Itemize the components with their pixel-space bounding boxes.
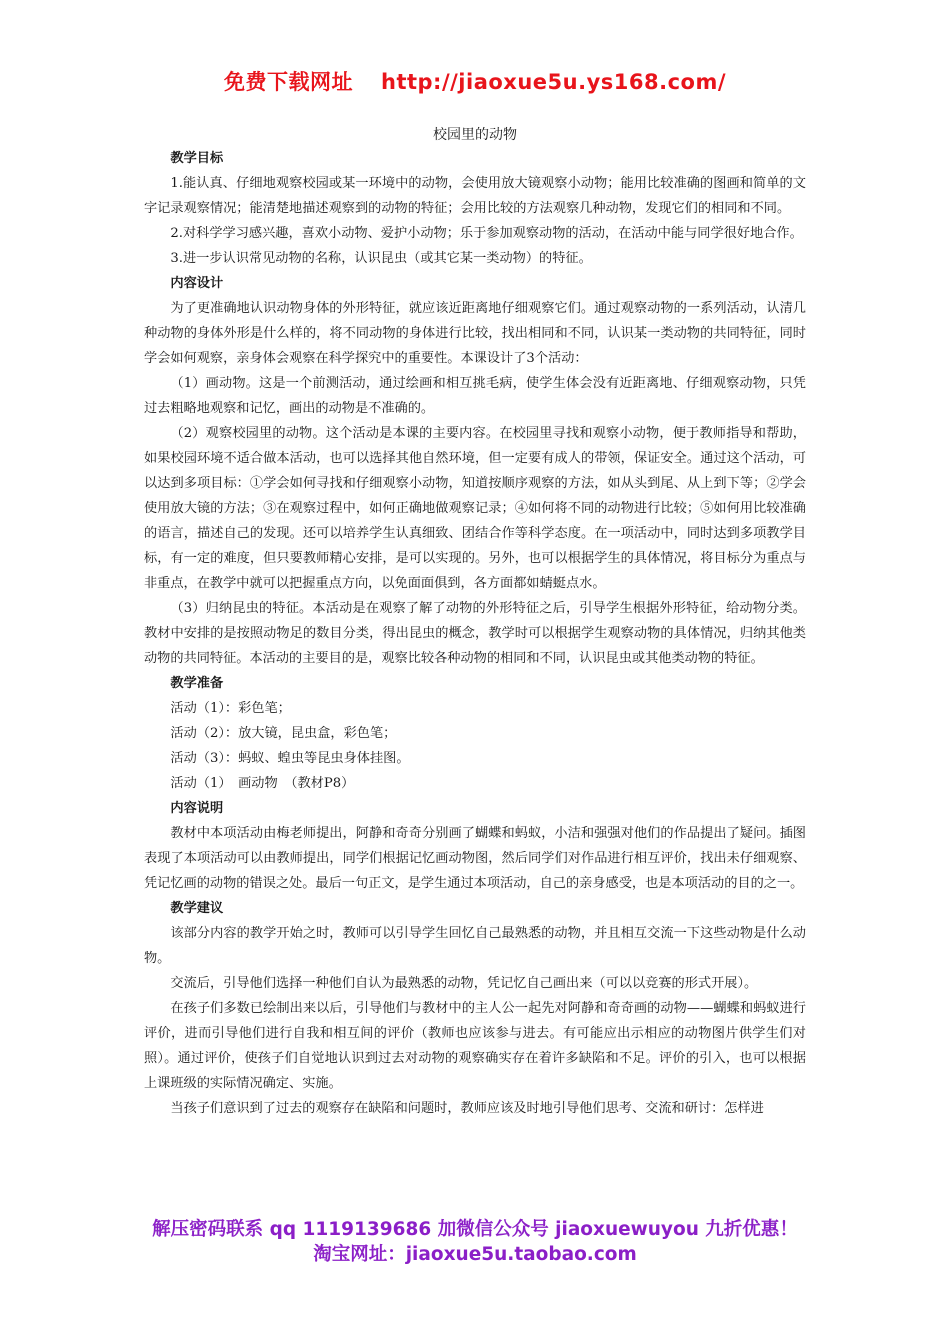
advice-4: 当孩子们意识到了过去的观察存在缺陷和问题时，教师应该及时地引导他们思考、交流和研讨：怎样进 <box>170 1101 764 1116</box>
objective-1: 1.能认真、仔细地观察校园或某一环境中的动物，会使用放大镜观察小动物；能用比较准确的图画和简单的文字记录观察情况；能清楚地描述观察到的动物的特征；会用比较的方法观察几种动物，发现它们的相同和不同。 <box>144 176 806 216</box>
prep-item-2: 活动（2）：放大镜，昆虫盒，彩色笔； <box>170 726 397 741</box>
design-activity-3: （3）归纳昆虫的特征。本活动是在观察了解了动物的外形特征之后，引导学生根据外形特征，给动物分类。教材中安排的是按照动物足的数目分类，得出昆虫的概念，教学时可以根据学生观察动物的具体情况，归纳其他类动物的共同特征。本活动的主要目的是，观察比较各种动物的相同和不同，认识昆虫或其他类动物的特征。 <box>144 601 806 666</box>
design-heading: 内容设计 <box>170 276 224 291</box>
advice-2: 交流后，引导他们选择一种他们自认为最熟悉的动物，凭记忆自己画出来（可以以竞赛的形式开展）。 <box>170 976 758 991</box>
footer-banner <box>0 1217 950 1267</box>
footer-shop-link[interactable]: 淘宝网址：jiaoxue5u.taobao.com <box>313 1244 637 1265</box>
prep-heading: 教学准备 <box>170 676 224 691</box>
advice-3: 在孩子们多数已绘制出来以后，引导他们与教材中的主人公一起先对阿静和奇奇画的动物——蝴蝶和蚂蚁进行评价，进而引导他们进行自我和相互间的评价（教师也应该参与进去。有可能应出示相应的动物图片供学生们对照）。通过评价，使孩子们自觉地认识到过去对动物的观察确实存在着许多缺陷和不足。评价的引入，也可以根据上课班级的实际情况确定、实施。 <box>144 1001 806 1091</box>
prep-item-3: 活动（3）：蚂蚁、蝗虫等昆虫身体挂图。 <box>170 751 410 766</box>
explain-heading: 内容说明 <box>170 801 224 816</box>
design-activity-2: （2）观察校园里的动物。这个活动是本课的主要内容。在校园里寻找和观察小动物，便于教师指导和帮助，如果校园环境不适合做本活动，也可以选择其他自然环境，但一定要有成人的带领，保证安全。通过这个活动，可以达到多项目标：①学会如何寻找和仔细观察小动物，知道按顺序观察的方法，如从头到尾、从上到下等；②学会使用放大镜的方法；③在观察过程中，如何正确地做观察记录；④如何将不同的动物进行比较；⑤如何用比较准确的语言，描述自己的发现。还可以培养学生认真细致、团结合作等科学态度。在一项活动中，同时达到多项教学目标，有一定的难度，但只要教师精心安排，是可以实现的。另外，也可以根据学生的具体情况，将目标分为重点与非重点，在教学中就可以把握重点方向，以免面面俱到，各方面都如蜻蜓点水。 <box>144 426 806 591</box>
objectives-heading: 教学目标 <box>170 151 224 166</box>
header-banner <box>0 66 950 96</box>
footer-contact: 解压密码联系 qq 1119139686 加微信公众号 jiaoxuewuyou 九折优惠！ <box>152 1219 798 1240</box>
objective-2: 2.对科学学习感兴趣，喜欢小动物、爱护小动物；乐于参加观察动物的活动，在活动中能与同学很好地合作。 <box>170 226 803 241</box>
design-activity-1: （1）画动物。这是一个前测活动，通过绘画和相互挑毛病，使学生体会没有近距离地、仔细观察动物，只凭过去粗略地观察和记忆，画出的动物是不准确的。 <box>144 376 806 416</box>
advice-1: 该部分内容的教学开始之时，教师可以引导学生回忆自己最熟悉的动物，并且相互交流一下这些动物是什么动物。 <box>144 926 806 966</box>
advice-heading: 教学建议 <box>170 901 224 916</box>
page-title: 校园里的动物 <box>433 127 517 143</box>
header-label: 免费下载网址 <box>224 70 353 94</box>
objective-3: 3.进一步认识常见动物的名称，认识昆虫（或其它某一类动物）的特征。 <box>170 251 592 266</box>
document-body <box>144 146 806 1121</box>
header-url-link[interactable]: http://jiaoxue5u.ys168.com/ <box>381 70 726 94</box>
activity-1-title: 活动（1） 画动物 （教材P8） <box>170 776 355 791</box>
design-intro: 为了更准确地认识动物身体的外形特征，就应该近距离地仔细观察它们。通过观察动物的一系列活动，认清几种动物的身体外形是什么样的，将不同动物的身体进行比较，找出相同和不同，认识某一类动物的共同特征，同时学会如何观察，亲身体会观察在科学探究中的重要性。本课设计了3个活动： <box>144 301 806 366</box>
prep-item-1: 活动（1）：彩色笔； <box>170 701 291 716</box>
explain-text: 教材中本项活动由梅老师提出，阿静和奇奇分别画了蝴蝶和蚂蚁，小洁和强强对他们的作品提出了疑问。插图表现了本项活动可以由教师提出，同学们根据记忆画动物图，然后同学们对作品进行相互评价，找出未仔细观察、凭记忆画的动物的错误之处。最后一句正文，是学生通过本项活动，自己的亲身感受，也是本项活动的目的之一。 <box>144 826 806 891</box>
